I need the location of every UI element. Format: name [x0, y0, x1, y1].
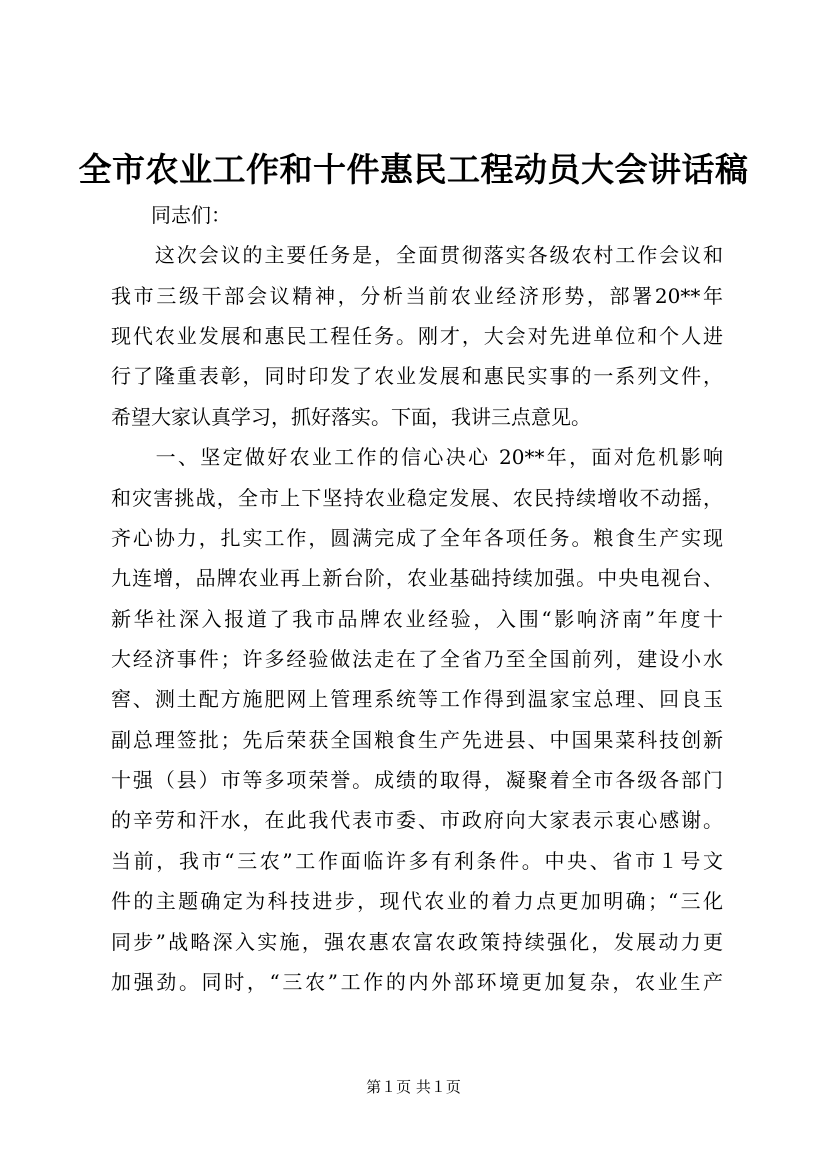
body-line-2: 这次会议的主要任务是，全面贯彻落实各级农村工作会议和: [111, 243, 723, 267]
body-line-7: 一、坚定做好农业工作的信心决心 20**年，面对危机影响: [111, 445, 723, 469]
body-line-5: 行了隆重表彰，同时印发了农业发展和惠民实事的一系列文件，: [111, 364, 723, 388]
page-footer: 第１页 共１页: [366, 1078, 461, 1096]
body-line-3: 我市三级干部会议精神，分析当前农业经济形势，部署20**年: [111, 284, 723, 308]
body-line-15: 十强（县）市等多项荣誉。成绩的取得，凝聚着全市各级各部门: [111, 768, 723, 792]
body-line-14: 副总理签批；先后荣获全国粮食生产先进县、中国果菜科技创新: [111, 728, 723, 752]
body-line-12: 大经济事件；许多经验做法走在了全省乃至全国前列，建设小水: [111, 647, 723, 671]
body-line-8: 和灾害挑战，全市上下坚持农业稳定发展、农民持续增收不动摇，: [111, 486, 723, 510]
body-line-1: 同志们：: [111, 203, 231, 227]
body-line-16: 的辛劳和汗水，在此我代表市委、市政府向大家表示衷心感谢。: [111, 808, 723, 832]
body-line-13: 窖、测土配方施肥网上管理系统等工作得到温家宝总理、回良玉: [111, 687, 723, 711]
body-line-11: 新华社深入报道了我市品牌农业经验，入围“影响济南”年度十: [111, 607, 723, 631]
body-line-9: 齐心协力，扎实工作，圆满完成了全年各项任务。粮食生产实现: [111, 526, 723, 550]
body-line-6: 希望大家认真学习，抓好落实。下面，我讲三点意见。: [111, 405, 591, 429]
body-line-20: 加强劲。同时，“三农”工作的内外部环境更加复杂，农业生产: [111, 970, 723, 994]
body-line-17: 当前，我市“三农”工作面临许多有利条件。中央、省市１号文: [111, 849, 723, 873]
body-line-4: 现代农业发展和惠民工程任务。刚才，大会对先进单位和个人进: [111, 324, 723, 348]
body-line-18: 件的主题确定为科技进步，现代农业的着力点更加明确；“三化: [111, 889, 723, 913]
body-line-10: 九连增，品牌农业再上新台阶，农业基础持续加强。中央电视台、: [111, 566, 723, 590]
body-line-19: 同步”战略深入实施，强农惠农富农政策持续强化，发展动力更: [111, 930, 723, 954]
page-title: 全市农业工作和十件惠民工程动员大会讲话稿: [78, 150, 749, 189]
